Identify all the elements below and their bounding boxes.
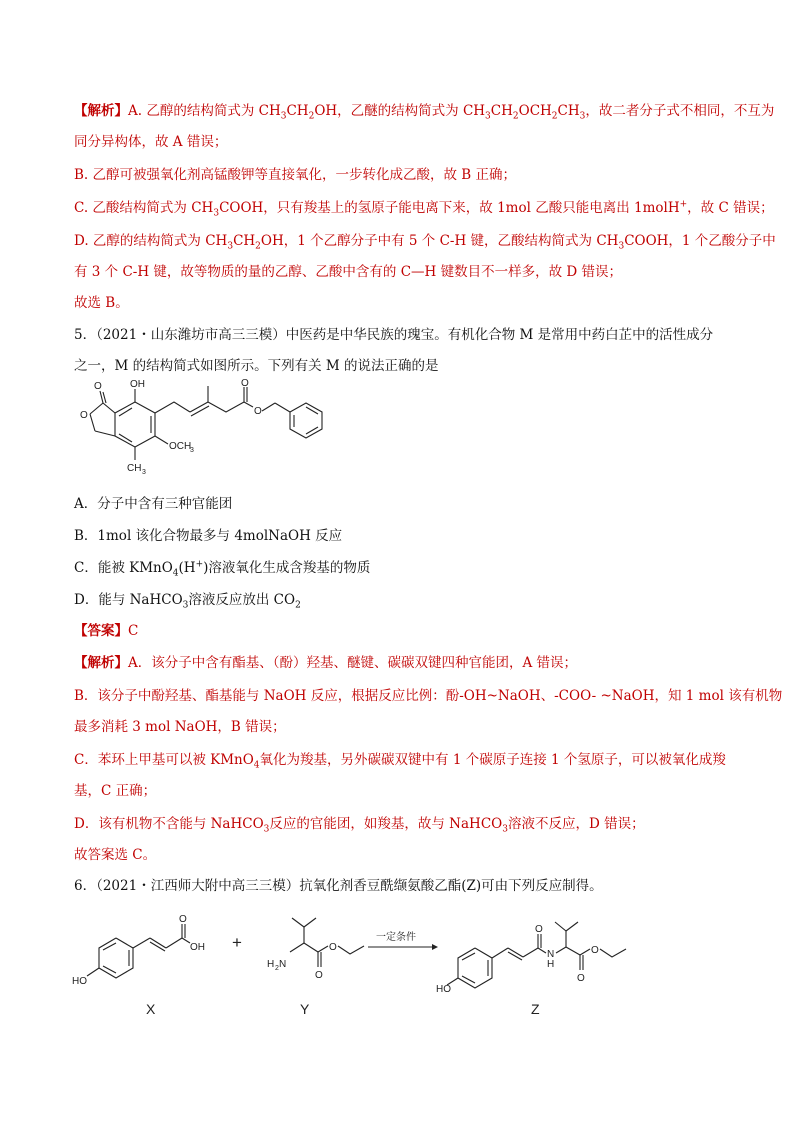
q5-option-a: A．分子中含有三种官能团 [74, 496, 233, 512]
q5-analysis-d: D．该有机物不含能与 NaHCO$_3$反应的官能团，如羧基，故与 NaHCO$_3$溶液不反应，D 错误； [74, 816, 645, 835]
svg-text:O: O [179, 914, 187, 925]
svg-text:O: O [315, 970, 323, 981]
svg-text:O: O [254, 406, 262, 417]
q5-conclusion: 故答案选 C。 [74, 847, 157, 863]
svg-text:3: 3 [142, 469, 146, 476]
q4-analysis-a: 【解析】A. 乙醇的结构简式为 $CH_3CH_2OH$，乙醚的结构简式为 $CH_3CH_2OCH_2CH_3$，故二者分子式不相同，不互为 [74, 103, 775, 122]
svg-text:HO: HO [72, 976, 87, 987]
q5-option-b: B．1mol 该化合物最多与 4molNaOH 反应 [74, 528, 343, 544]
q5-answer: 【答案】C [74, 623, 139, 639]
svg-text:O: O [577, 973, 585, 984]
svg-text:O: O [80, 410, 88, 421]
q5-analysis-c-cont: 基，C 正确； [74, 783, 157, 799]
svg-text:H: H [267, 959, 275, 970]
q4-conclusion: 故选 B。 [74, 295, 129, 311]
q5-analysis-b-cont: 最多消耗 3 mol NaOH，B 错误； [74, 719, 286, 735]
q5-option-d: D．能与 NaHCO$_3$溶液反应放出 $CO_2$ [74, 592, 301, 611]
q4-analysis-b: B. 乙醇可被强氧化剂高锰酸钾等直接氧化，一步转化成乙酸，故 B 正确； [74, 167, 517, 183]
q5-option-c: C．能被 KMnO$_4$(H+)溶液氧化生成含羧基的物质 [74, 559, 371, 579]
svg-text:2: 2 [275, 965, 279, 972]
label-y: Y [300, 1001, 310, 1017]
reaction-scheme [70, 912, 730, 1022]
svg-text:O: O [94, 381, 102, 392]
svg-text:OH: OH [130, 379, 145, 390]
q4-analysis-a-cont: 同分异构体，故 A 错误； [74, 134, 228, 150]
q4-analysis-d-cont: 有 3 个 C-H 键，故等物质的量的乙醇、乙酸中含有的 C—H 键数目不一样多，故 D 错误； [74, 264, 623, 280]
plus-sign: + [232, 933, 242, 952]
svg-text:HO: HO [436, 984, 451, 995]
q4-analysis-c: C. 乙酸结构简式为 $CH_3COOH$，只有羧基上的氢原子能电离下来，故 1mol 乙酸只能电离出 1molH+，故 C 错误； [74, 199, 774, 219]
svg-text:O: O [591, 945, 599, 956]
q5-analysis-b: B．该分子中酚羟基、酯基能与 NaOH 反应，根据反应比例：酚-OH~NaOH、-COO- ~NaOH，知 1 mol 该有机物 [74, 688, 783, 704]
answer-tag: 【答案】 [74, 623, 128, 639]
label-z: Z [531, 1001, 540, 1017]
molecule-m-structure [70, 378, 340, 486]
q5-stem-line2: 之一，M 的结构简式如图所示。下列有关 M 的说法正确的是 [74, 358, 439, 374]
svg-text:3: 3 [190, 447, 194, 454]
svg-text:O: O [241, 378, 249, 389]
q6-stem: 6．（2021・江西师大附中高三三模）抗氧化剂香豆酰缬氨酸乙酯(Z)可由下列反应制得。 [74, 878, 603, 894]
svg-text:N: N [279, 959, 287, 970]
q5-analysis-c: C．苯环上甲基可以被 KMnO$_4$氧化为羧基，另外碳碳双键中有 1 个碳原子连接 1 个氢原子，可以被氧化成羧 [74, 752, 726, 771]
compound-y [267, 918, 364, 981]
svg-text:N: N [547, 949, 555, 960]
q4-analysis-d: D. 乙醇的结构简式为 $CH_3CH_2OH$，1 个乙醇分子中有 5 个 C-H 键，乙酸结构简式为 $CH_3COOH$，1 个乙酸分子中 [74, 233, 776, 252]
reaction-condition: 一定条件 [376, 932, 416, 943]
svg-text:H: H [547, 959, 555, 970]
label-x: X [146, 1001, 156, 1017]
svg-text:OCH: OCH [169, 441, 192, 452]
svg-text:OH: OH [190, 942, 205, 953]
q5-analysis-a: 【解析】A．该分子中含有酯基、（酚）羟基、醚键、碳碳双键四种官能团，A 错误； [74, 655, 578, 671]
q5-stem-line1: 5．（2021・山东潍坊市高三三模）中医药是中华民族的瑰宝。有机化合物 M 是常用中药白芷中的活性成分 [74, 327, 714, 343]
analysis-tag: 【解析】 [74, 103, 128, 119]
svg-text:O: O [535, 924, 543, 935]
compound-z [436, 922, 626, 995]
svg-text:CH: CH [127, 463, 142, 474]
analysis-tag: 【解析】 [74, 655, 128, 671]
reaction-arrow [368, 930, 438, 950]
compound-x [72, 914, 205, 987]
svg-text:O: O [329, 942, 337, 953]
